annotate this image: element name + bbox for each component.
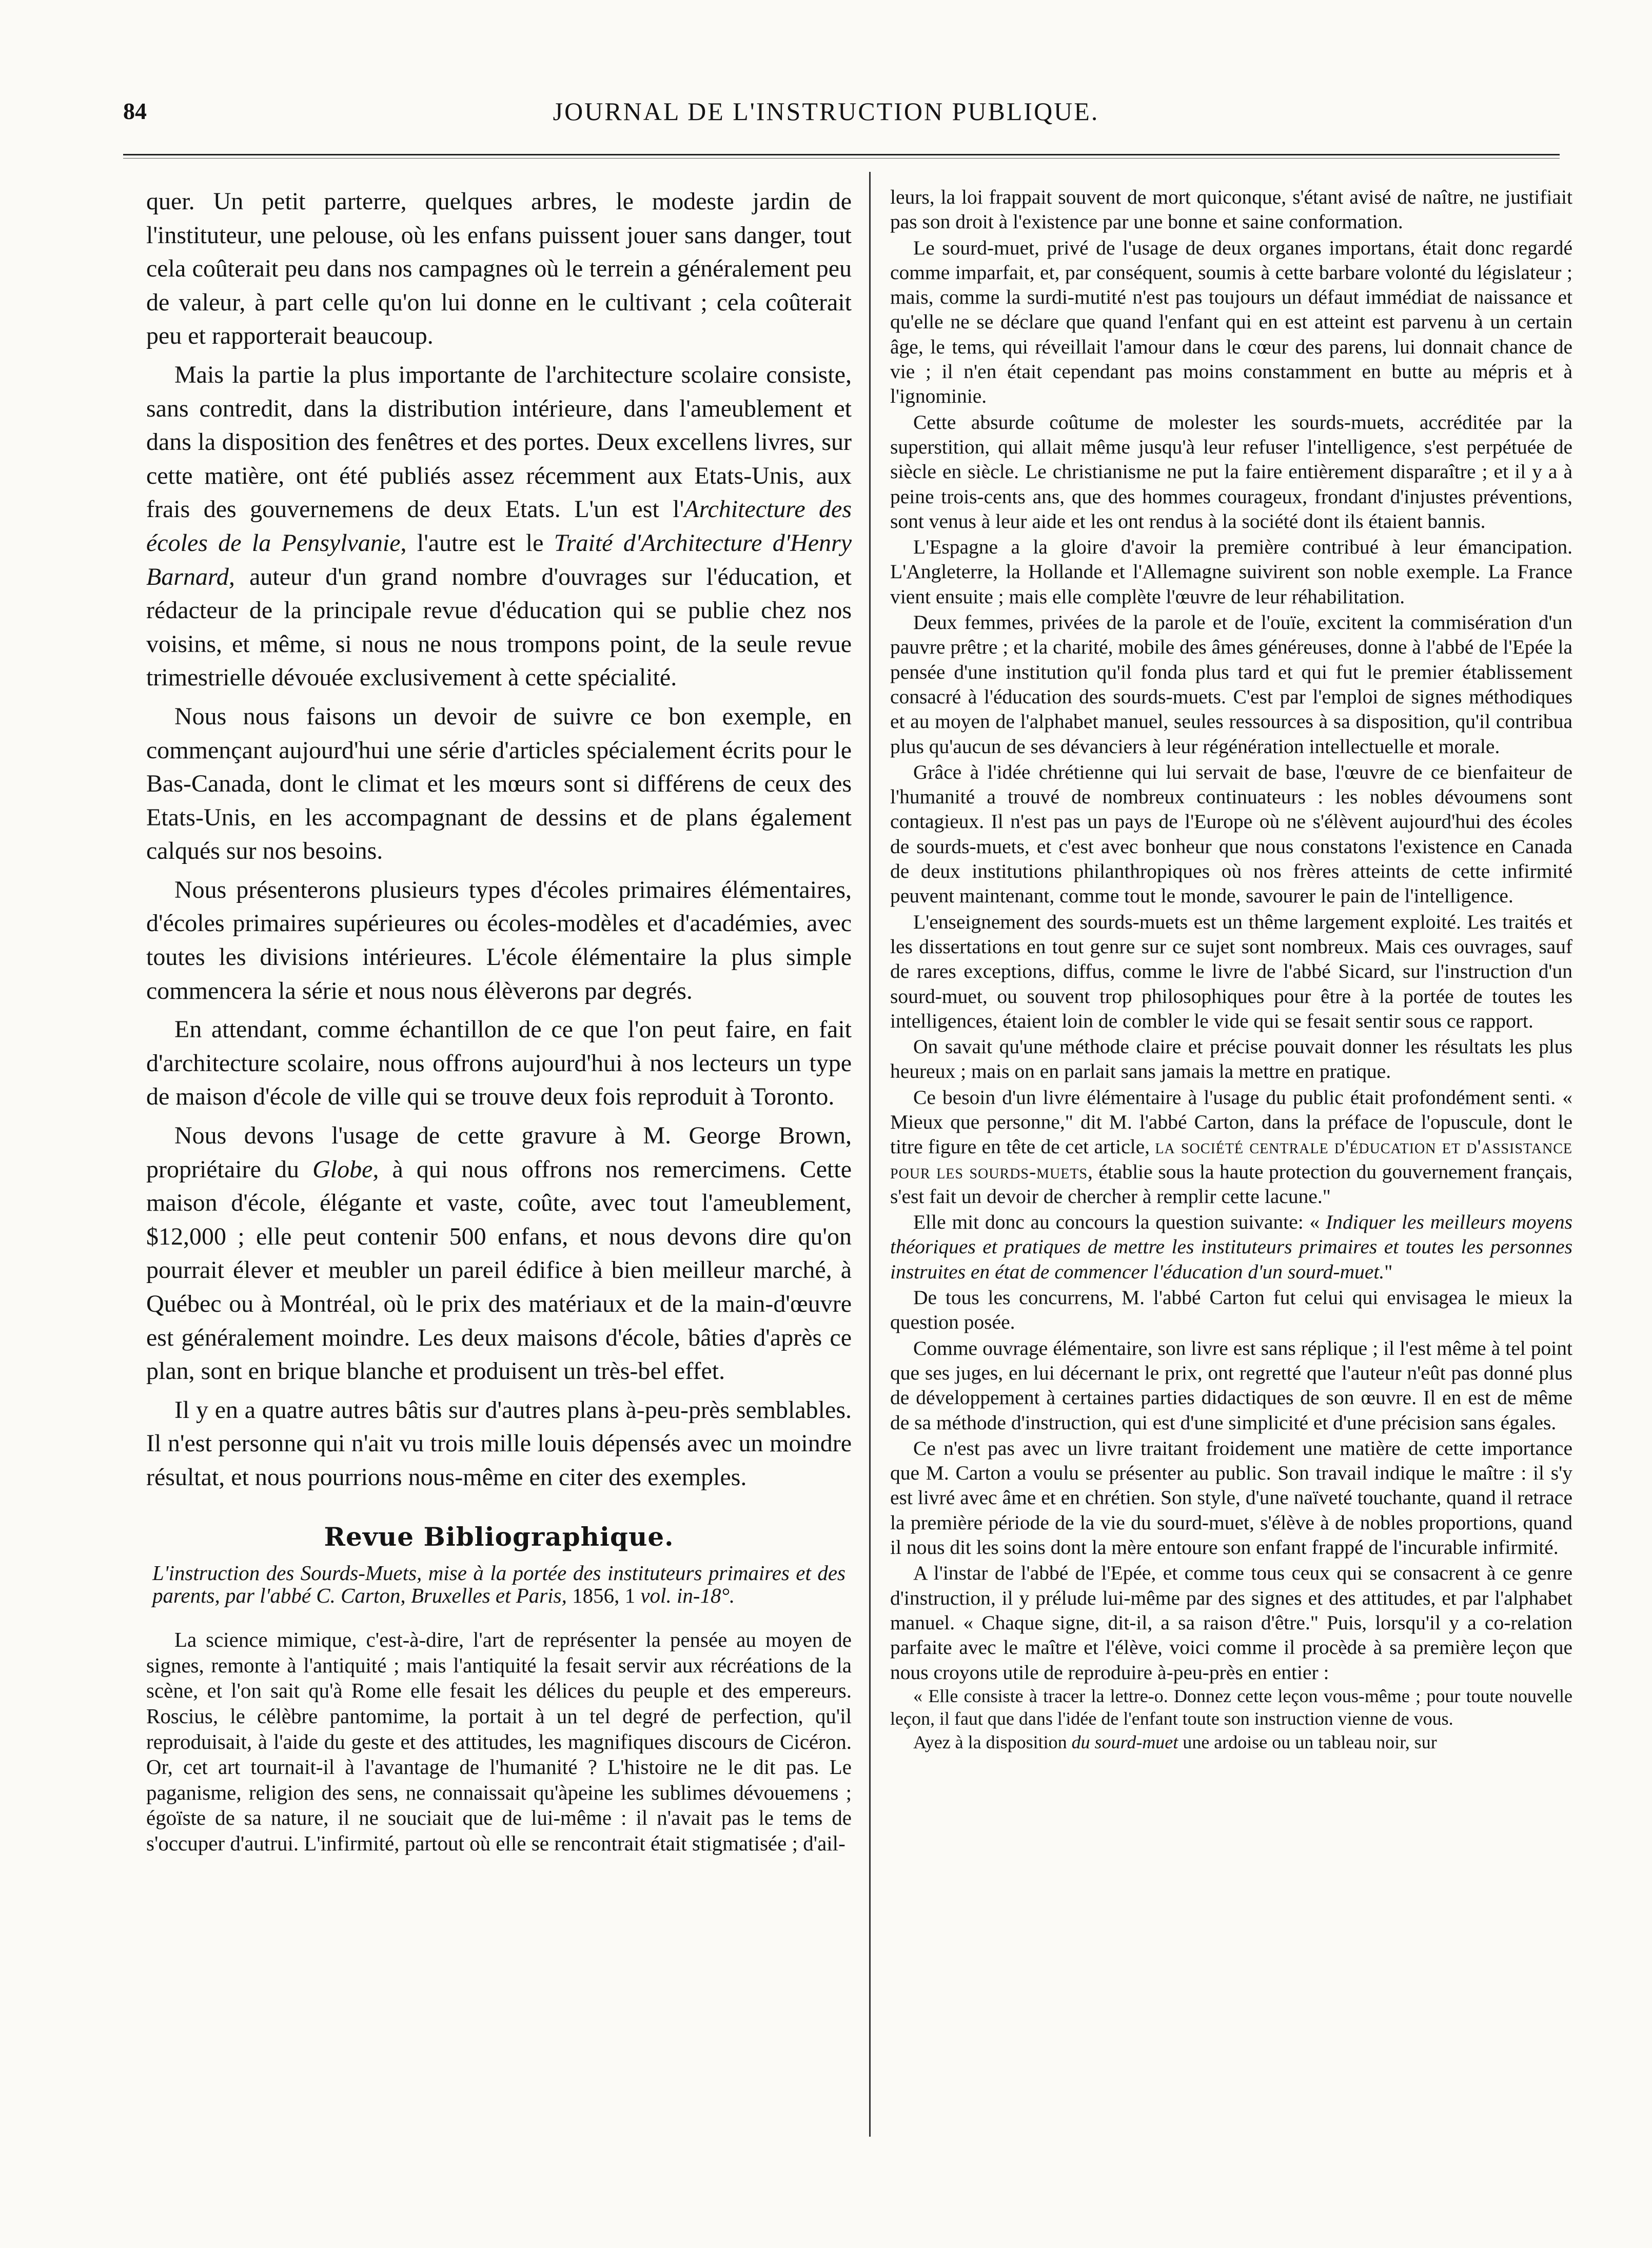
paragraph: Il y en a quatre autres bâtis sur d'autres plans à-peu-près semblables. Il n'est personne qui n'ait vu trois mille louis dépensés avec un moindre résultat, et nous pourrions nous-même en citer des exemples. — [146, 1396, 852, 1491]
header-rule — [123, 154, 1560, 155]
paragraph: leurs, la loi frappait souvent de mort quiconque, s'étant avisé de naître, ne justifiait pas son droit à l'existence par une bonne et saine conformation. — [890, 186, 1572, 233]
review-citation — [146, 1562, 852, 1607]
text-run: , l'autre est le — [400, 529, 554, 557]
paragraph — [890, 1085, 1572, 1209]
paragraph — [890, 1210, 1572, 1284]
review-section — [146, 1520, 852, 1857]
text-run: une ardoise ou un tableau noir, sur — [1178, 1731, 1437, 1752]
paragraph: Nous nous faisons un devoir de suivre ce bon exemple, en commençant aujourd'hui une série d'articles spécialement écrits pour le Bas-Canada, dont le climat et les mœurs sont si différens de ceux des Etats-Unis, en les accompagnant de dessins et de plans également calqués sur nos besoins. — [146, 702, 852, 865]
quoted-lesson — [890, 1685, 1572, 1753]
paragraph — [146, 1119, 852, 1388]
paragraph: La science mimique, c'est-à-dire, l'art de représenter la pensée au moyen de signes, remonte à l'antiquité ; mais l'antiquité la fesait servir aux récréations de la scène, et l'on sait qu'à Rome elle fesait les délices du peuple et des empereurs. Roscius, le célèbre pantomime, la portait à un tel degré de perfection, qu'il reproduisait, à l'aide du geste et des attitudes, les magnifiques discours de Cicéron. Or, cet art tournait-il à l'avantage de l'humanité ? L'histoire ne le dit pas. Le paganisme, religion des sens, ne connaissait qu'àpeine les sublimes dévouemens ; égoïste de sa nature, il ne souciait que de lui-même : il n'avait pas le tems de s'occuper d'autrui. L'infirmité, partout où elle se rencontrait était stigmatisée ; d'ail- — [146, 1628, 852, 1855]
text-run: auteur d'un grand nombre d'ouvrages sur l'éducation, et rédacteur de la principale revue d'éducation qui se publie chez nos voisins, et même, si nous ne nous trompons point, de la seule revue trimestrielle dévouée exclusivement à cette spécialité. — [146, 563, 852, 692]
society-name: la société centrale d'éducation et d'assistance pour les sourds-muets, — [890, 1135, 1572, 1183]
paragraph — [890, 1731, 1572, 1753]
text-run: établie sous la haute protection du gouvernement français, s'est fait un devoir de chercher à remplir cette lacune." — [890, 1160, 1572, 1208]
newspaper-title: Globe, — [312, 1155, 379, 1183]
page-number: 84 — [123, 98, 147, 124]
citation-format: vol. in-18°. — [640, 1584, 735, 1608]
review-body — [146, 1627, 852, 1856]
contest-question: Indiquer les meilleurs moyens théoriques et pratiques de mettre les instituteurs primaires et toutes les personnes instruites en état de commencer l'éducation d'un sourd-muet. — [890, 1211, 1572, 1283]
text-run: " — [1384, 1260, 1393, 1283]
paragraph: On savait qu'une méthode claire et précise pouvait donner les résultats les plus heureux ; mais on en parlait sans jamais la mettre en pratique. — [890, 1035, 1572, 1083]
paragraph: Le sourd-muet, privé de l'usage de deux organes importans, était donc regardé comme imparfait, et, par conséquent, soumis à cette barbare volonté du législateur ; mais, comme la surdi-mutité n'est pas toujours un défaut immédiat de naissance et qu'elle ne se déclare que quand l'enfant qui en est atteint est parvenu à un certain âge, le tems, qui réveillait l'amour dans le cœur des parens, lui donnait chance de vie ; il n'en était cependant pas moins constamment en butte au mépris et à l'ignominie. — [890, 236, 1572, 408]
paragraph: Cette absurde coûtume de molester les sourds-muets, accréditée par la superstition, qui allait même jusqu'à leur refuser l'intelligence, s'est perpétuée de siècle en siècle. Le christianisme ne put la faire entièrement disparaître ; et il y a à peine trois-cents ans, que des hommes courageux, frondant d'injustes préventions, sont venus à leur aide et les ont rendus à la société dont ils étaient bannis. — [890, 410, 1572, 533]
paragraph: « Elle consiste à tracer la lettre-o. Donnez cette leçon vous-même ; pour toute nouvelle leçon, il faut que dans l'idée de l'enfant toute son instruction vienne de vous. — [890, 1685, 1572, 1729]
header-rule-thin — [123, 158, 1560, 159]
running-head: JOURNAL DE L'INSTRUCTION PUBLIQUE. — [553, 97, 1099, 126]
paragraph: Deux femmes, privées de la parole et de l'ouïe, excitent la commisération d'un pauvre prêtre ; et la charité, mobile des âmes généreuses, donne à l'abbé de l'Epée la pensée d'une institution qu'il fonda plus tard et qui fut le premier établissement consacré à l'éducation des sourds-muets. C'est par l'emploi de signes méthodiques et au moyen de l'alphabet manuel, seules ressources à sa disposition, qu'il contribua plus qu'aucun de ses dévanciers à leur régénération intellectuelle et morale. — [890, 611, 1572, 758]
paragraph: Ce n'est pas avec un livre traitant froidement une matière de cette importance que M. Carton a voulu se présenter au public. Son travail indique le maître : il s'y est livré avec âme et en chrétien. Son style, d'une naïveté touchante, quand il retrace la première période de la vie du sourd-muet, s'élève à de nobles proportions, quand il nous dit les soins dont la mère entoure son enfant frappé de l'incurable infirmité. — [890, 1436, 1572, 1559]
column-divider — [869, 172, 871, 2137]
emphasis: du sourd-muet — [1071, 1731, 1178, 1752]
paragraph: Nous présenterons plusieurs types d'écoles primaires élémentaires, d'écoles primaires supérieures ou écoles-modèles et d'académies, avec toutes les divisions intérieures. L'école élémentaire la plus simple commencera la série et nous nous élèverons par degrés. — [146, 876, 852, 1004]
text-run: Mais la partie la plus importante de l'architecture scolaire consiste, sans contredit, dans la distribution intérieure, dans l'ameublement et dans la disposition des fenêtres et des portes. Deux excellens livres, sur cette matière, ont été publiés assez récemment aux Etats-Unis, aux frais des gouvernemens de deux Etats. L'un est l' — [146, 361, 852, 523]
citation-title: L'instruction des Sourds-Muets, mise à la portée des instituteurs primaires et des parents, par l'abbé C. Carton, Bruxelles et Paris, — [152, 1561, 845, 1608]
paragraph: Grâce à l'idée chrétienne qui lui servait de base, l'œuvre de ce bienfaiteur de l'humanité a trouvé de nombreux continuateurs : les nobles dévoumens sont contagieux. Il n'est pas un pays de l'Europe où ne s'élèvent aujourd'hui des écoles de sourds-muets, et c'est avec bonheur que nous constatons l'existence en Canada de deux institutions philanthropiques où nos frères atteints de cette infirmité peuvent maintenant, comme tout le monde, savourer le pain de l'intelligence. — [890, 760, 1572, 908]
paragraph: A l'instar de l'abbé de l'Epée, et comme tous ceux qui se consacrent à ce genre d'instruction, il y prélude lui-même par des signes et des attitudes, et par l'alphabet manuel. « Chaque signe, dit-il, a sa raison d'être." Puis, lorsqu'il y a co-relation parfaite avec le maître et l'élève, voici comme il procède à sa première leçon que nous croyons utile de reproduire à-peu-près en entier : — [890, 1562, 1572, 1684]
review-heading: Revue Bibliographique. — [324, 1521, 674, 1552]
book-title: Architecture des écoles de la Pensylvanie — [146, 496, 852, 557]
paragraph: De tous les concurrens, M. l'abbé Carton fut celui qui envisagea le mieux la question posée. — [890, 1286, 1572, 1334]
paragraph: L'enseignement des sourds-muets est un thême largement exploité. Les traités et les dissertations en tout genre sur ce sujet sont nombreux. Mais ces ouvrages, sauf de rares exceptions, diffus, comme le livre de l'abbé Sicard, sur l'instruction d'un sourd-muet, ou souvent trop philosophiques pour être à la portée de toutes les intelligences, étaient loin de combler le vide qui se fesait sentir sous ce rapport. — [890, 910, 1572, 1032]
paragraph: quer. Un petit parterre, quelques arbres, le modeste jardin de l'instituteur, une pelouse, où les enfans puissent jouer sans danger, tout cela coûterait peu dans nos campagnes où le terrein a généralement peu de valeur, à part celle qu'on lui donne en le cultivant ; cela coûterait peu et rapporterait beaucoup. — [146, 188, 852, 350]
paragraph: En attendant, comme échantillon de ce que l'on peut faire, en fait d'architecture scolaire, nous offrons aujourd'hui à nos lecteurs un type de maison d'école de ville qui se trouve deux fois reproduit à Toronto. — [146, 1016, 852, 1111]
text-run: Ayez à la disposition — [913, 1731, 1072, 1752]
book-title: Traité d'Architecture d'Henry Barnard, — [146, 529, 852, 590]
text-run: Ce besoin d'un livre élémentaire à l'usage du public était profondément senti. « Mieux que personne," dit M. l'abbé Carton, dans la préface de l'opuscule, dont le titre figure en tête de cet article, — [890, 1086, 1572, 1158]
paragraph: Comme ouvrage élémentaire, son livre est sans réplique ; il l'est même à tel point que ses juges, en lui décernant le prix, ont regretté que l'auteur n'eût pas donné plus de développement à certaines parties didactiques de son œuvre. Il en est de même de sa méthode d'instruction, qui est d'une simplicité et d'une précision sans égales. — [890, 1336, 1572, 1434]
text-run: Elle mit donc au concours la question suivante: « — [913, 1211, 1326, 1234]
right-column — [890, 185, 1572, 1753]
paragraph — [146, 358, 852, 695]
paragraph: L'Espagne a la gloire d'avoir la première contribué à leur émancipation. L'Angleterre, la Hollande et l'Allemagne suivirent son noble exemple. La France vient ensuite ; mais elle complète l'œuvre de leur réhabilitation. — [890, 536, 1572, 608]
citation-year: 1856, 1 — [566, 1584, 641, 1608]
left-column — [146, 185, 852, 1857]
text-run: à qui nous offrons nos remercimens. Cette maison d'école, élégante et vaste, coûte, avec tout l'ameublement, $12,000 ; elle peut contenir 500 enfans, et nous devons dire qu'on pourrait élever et meubler un pareil édifice à bien meilleur marché, à Québec ou à Montréal, où le prix des matériaux et de la main-d'œuvre est généralement moindre. Les deux maisons d'école, bâties d'après ce plan, sont en brique blanche et produisent un très-bel effet. — [146, 1155, 852, 1385]
text-run: Nous devons l'usage de cette gravure à M. George Brown, propriétaire du — [146, 1122, 852, 1183]
